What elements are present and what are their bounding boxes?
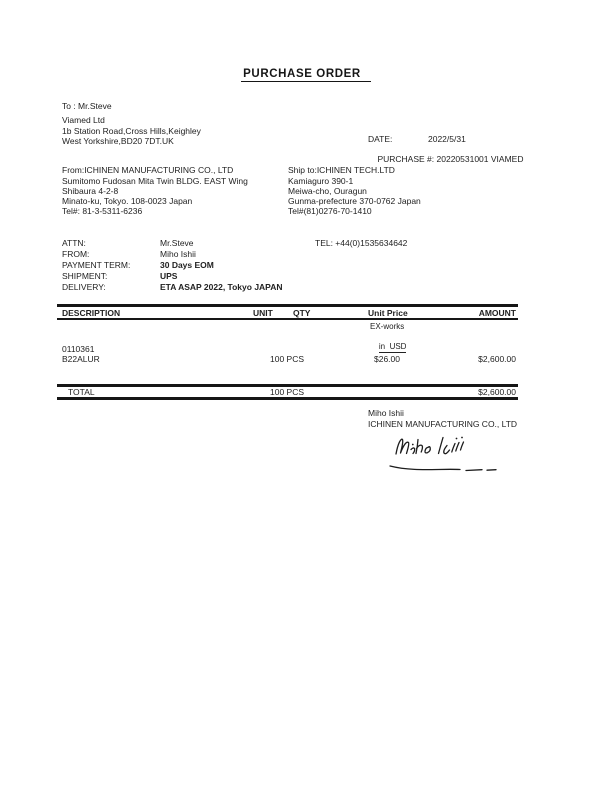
attn-label: ATTN: [62,238,86,248]
total-amount: $2,600.00 [478,387,516,397]
table-top-rule [57,304,518,307]
total-qty: 100 PCS [270,387,305,397]
shipto-company: Ship to:ICHINEN TECH.LTD [288,165,395,175]
col-header-qty: QTY [293,308,311,318]
date-label: DATE: [368,134,393,144]
from-label: FROM: [62,249,90,259]
col-header-unit-price: Unit Price [368,308,408,318]
po-value: 20220531001 VIAMED [436,154,524,164]
shipto-address-2: Meiwa-cho, Ouragun [288,186,367,196]
recipient-address-1: 1b Station Road,Cross Hills,Keighley [62,126,201,136]
page-title: PURCHASE ORDER [241,68,371,82]
from-tel: Tel#: 81-3-5311-6236 [62,206,143,216]
item-name: B22ALUR [62,354,100,364]
payment-term-label: PAYMENT TERM: [62,260,131,270]
recipient-to: To : Mr.Steve [62,101,112,111]
item-qty: 100 PCS [270,354,305,364]
payment-term-value: 30 Days EOM [160,260,214,270]
shipto-tel: Tel#(81)0276-70-1410 [288,206,372,216]
from-company: From:ICHINEN MANUFACTURING CO., LTD [62,165,234,175]
po-label: PURCHASE #: [377,154,435,164]
from-address-2: Shibaura 4-2-8 [62,186,119,196]
shipto-address-3: Gunma-prefecture 370-0762 Japan [288,196,421,206]
from-address-3: Minato-ku, Tokyo. 108-0023 Japan [62,196,193,206]
total-label: TOTAL [68,387,95,397]
handwritten-signature [386,430,506,483]
col-header-amount: AMOUNT [478,308,516,318]
buyer-tel: TEL: +44(0)1535634642 [315,238,408,248]
shipment-label: SHIPMENT: [62,271,108,281]
col-header-description: DESCRIPTION [62,308,121,318]
date-value: 2022/5/31 [428,134,466,144]
total-bottom-rule [57,397,518,400]
attn-value: Mr.Steve [160,238,194,248]
item-code: 0110361 [62,344,95,354]
item-amount: $2,600.00 [478,354,516,364]
delivery-value: ETA ASAP 2022, Tokyo JAPAN [160,282,283,292]
col-header-unit: UNIT [253,308,273,318]
from-address-1: Sumitomo Fudosan Mita Twin BLDG. EAST Wing [62,176,248,186]
from-value: Miho Ishii [160,249,196,259]
recipient-company: Viamed Ltd [62,115,105,125]
currency-note-underlined: in USD [378,342,407,351]
table-header-rule [57,318,518,320]
title-row [0,64,612,82]
delivery-label: DELIVERY: [62,282,106,292]
shipto-address-1: Kamiaguro 390-1 [288,176,354,186]
item-unit-price: $26.00 [374,354,400,364]
signer-name: Miho Ishii [368,408,404,418]
currency-note-1: EX-works [370,322,405,331]
signer-company: ICHINEN MANUFACTURING CO., LTD [368,419,518,429]
signature-image [386,430,506,478]
recipient-address-2: West Yorkshire,BD20 7DT.UK [62,136,174,146]
shipment-value: UPS [160,271,178,281]
